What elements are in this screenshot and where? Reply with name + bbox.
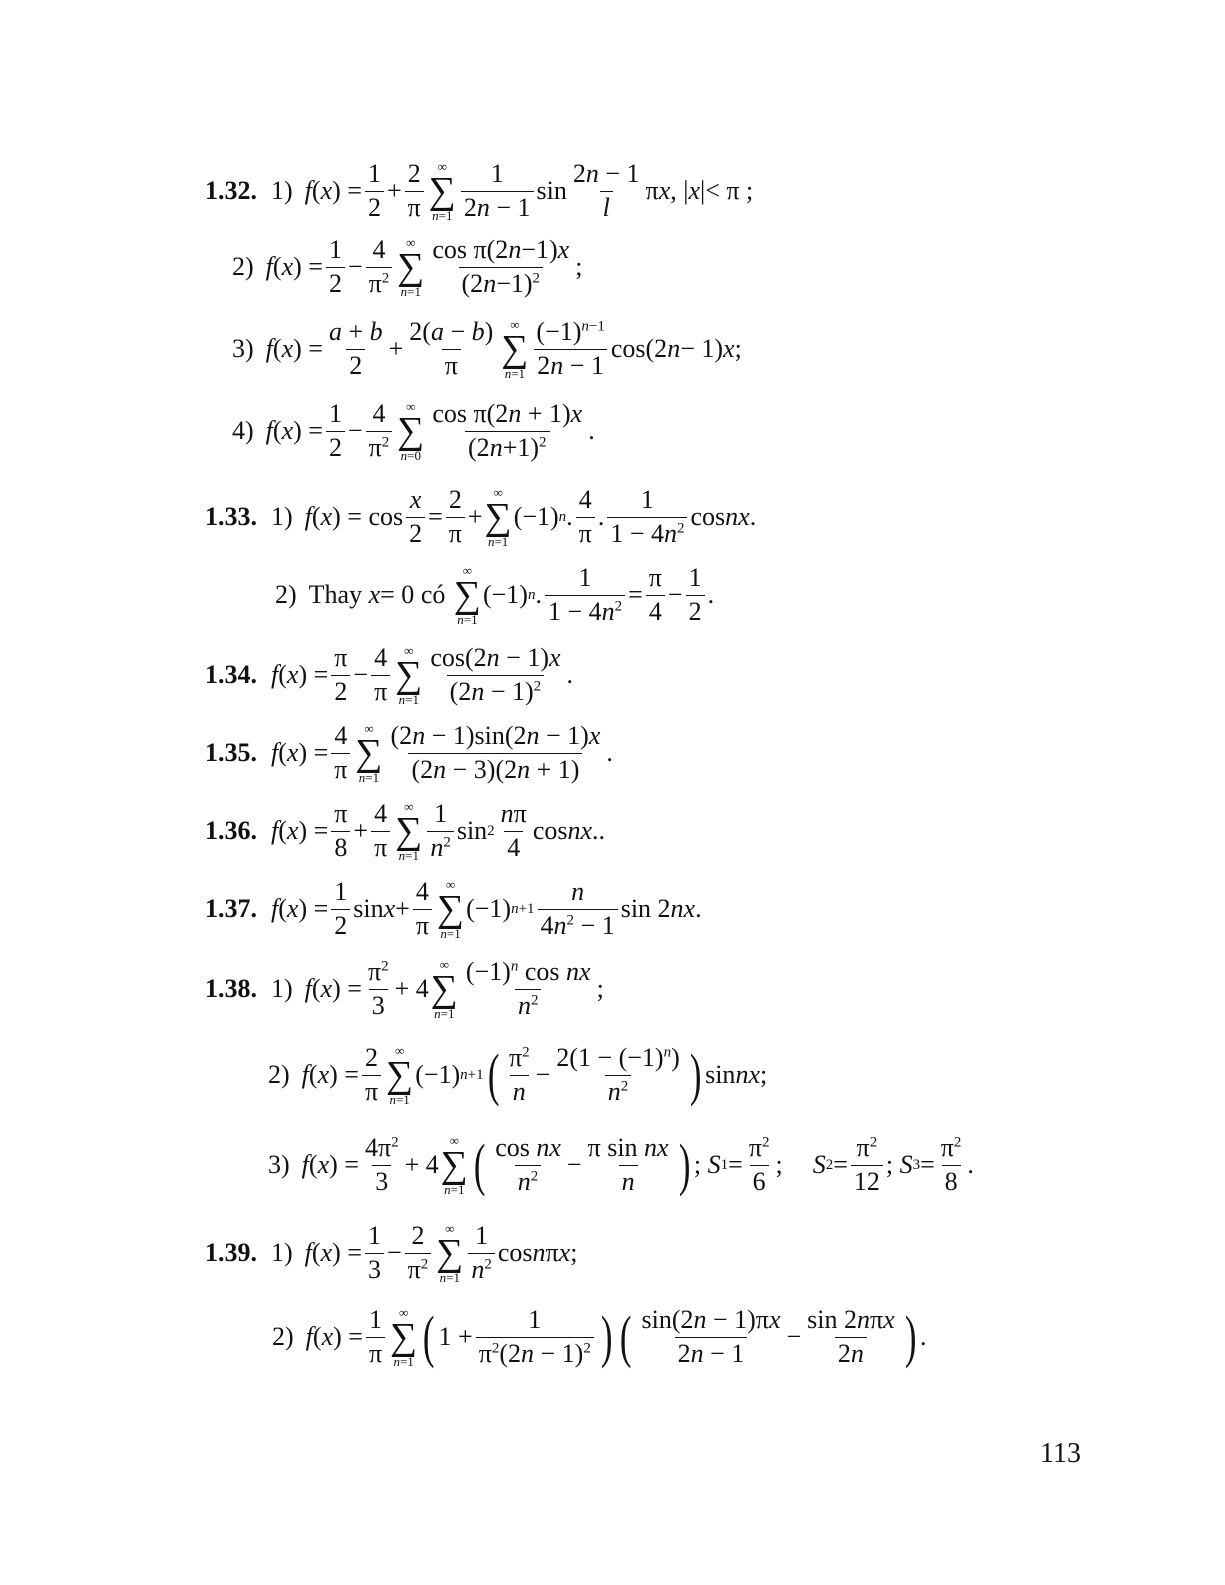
part-label: 2) xyxy=(268,1060,290,1090)
formula-1-38-3: 3) f ( x ) = $\frac{4\pi^2}{3}$ + 4 ∞ ∑ n=1 ( $\frac{\text{cos nx}}{n^2}$ − $\frac{\text{π sin nx}}{n}$ ) ; S 1 = $\frac{\pi^2}{6}$ ; S 2 = $\frac{\pi^2}{12}$ ; S 3 = $\frac{\pi^2}{8}$ . xyxy=(268,1132,974,1198)
part-label: 1) xyxy=(271,974,293,1004)
problem-number: 1.39. xyxy=(205,1238,257,1268)
problem-number: 1.38. xyxy=(205,974,257,1004)
text-thay: Thay xyxy=(308,580,363,610)
formula-1-35: 1.35. f ( x ) = $\frac{4}{\pi}$ ∞ ∑ n=1 $\frac{(2n - 1)\sin(2n - 1)x}{(2n - 3)(2n + 1)}$ . xyxy=(205,721,613,786)
part-label: 2) xyxy=(272,1322,294,1352)
part-label: 3) xyxy=(268,1150,290,1180)
formula-1-38-2: 2) f ( x ) = $\frac{2}{\pi}$ ∞ ∑ n=1 (−1) n+1 ( $\frac{\pi^2}{n}$ − $\frac{2(1 - (-1)^n)}{n^2}$ ) sin nx ; xyxy=(268,1042,768,1108)
page-number: 113 xyxy=(1040,1438,1081,1469)
part-label: 2) xyxy=(232,252,254,282)
formula-1-32-1: 1.32. 1) f ( x ) = $\frac{1}{2}$ + $\frac{2}{\pi}$ ∞ ∑ n=1 $\frac{1}{2n - 1}$ sin $\frac{2n - 1}{l}$ π x , | x |< π ; xyxy=(205,159,754,224)
formula-1-37: 1.37. f ( x ) = $\frac{1}{2}$ sin x + $\frac{4}{\pi}$ ∞ ∑ n=1 (−1) n+1 $\frac{n}{4n^2 - 1}$ sin 2 nx . xyxy=(205,877,702,942)
formula-1-33-1: 1.33. 1) f ( x ) = cos $\frac{x}{2}$ = $\frac{2}{\pi}$ + ∞ ∑ n=1 (−1) n . $\frac{4}{\pi}$ . $\frac{1}{1 - 4n^2}$ cos nx . xyxy=(205,485,757,550)
part-label: 4) xyxy=(232,416,254,446)
part-label: 1) xyxy=(271,502,293,532)
problem-number: 1.35. xyxy=(205,738,257,768)
text-co: có xyxy=(420,580,446,610)
formula-1-34: 1.34. f ( x ) = $\frac{\pi}{2}$ − $\frac{4}{\pi}$ ∞ ∑ n=1 $\frac{\cos(2n - 1)x}{(2n - 1)^2}$ . xyxy=(205,643,574,708)
part-label: 1) xyxy=(271,1238,293,1268)
formula-1-38-1: 1.38. 1) f ( x ) = $\frac{\pi^2}{3}$ + 4 ∞ ∑ n=1 $\frac{(-1)^n \cos nx}{n^2}$ ; xyxy=(205,957,604,1022)
problem-number: 1.32. xyxy=(205,176,257,206)
formula-1-39-1: 1.39. 1) f ( x ) = $\frac{1}{3}$ − $\frac{2}{\pi^2}$ ∞ ∑ n=1 $\frac{1}{n^2}$ cos n π x ; xyxy=(205,1221,578,1286)
formula-1-39-2: 2) f ( x ) = $\frac{1}{\pi}$ ∞ ∑ n=1 ( 1 + $\frac{1}{\pi^2(2n - 1)^2}$ ) ( $\frac{\sin(2n - 1)\pi x}{2n - 1}$ − $\frac{\text{sin 2nπx}}{2n}$ ) . xyxy=(272,1304,927,1370)
problem-number: 1.36. xyxy=(205,816,257,846)
formula-1-32-3: 3) f ( x ) = $\frac{a + b}{2}$ + $\frac{2(a - b)}{\pi}$ ∞ ∑ n=1 $\frac{(-1)^{n-1}}{2n - 1}$ cos(2 n − 1) x ; xyxy=(232,317,742,382)
problem-number: 1.34. xyxy=(205,660,257,690)
formula-1-32-2: 2) f ( x ) = $\frac{1}{2}$ − $\frac{4}{\pi^2}$ ∞ ∑ n=1 $\frac{\text{cos π(2n−1)x}}{(2n-1)^2}$ ; xyxy=(232,235,583,300)
problem-number: 1.37. xyxy=(205,894,257,924)
formula-1-36: 1.36. f ( x ) = $\frac{\pi}{8}$ + $\frac{4}{\pi}$ ∞ ∑ n=1 $\frac{1}{n^2}$ sin 2 $\frac{n\pi}{4}$ cos nx .. xyxy=(205,799,606,864)
formula-1-32-4: 4) f ( x ) = $\frac{1}{2}$ − $\frac{4}{\pi^2}$ ∞ ∑ n=0 $\frac{\text{cos π(2n + 1)x}}{(2n+1)^2}$ . xyxy=(232,399,595,464)
part-label: 1) xyxy=(271,176,293,206)
formula-1-33-2: 2) Thay x = 0 có ∞ ∑ n=1 (−1) n . $\frac{1}{1 - 4n^2}$ = $\frac{\pi}{4}$ − $\frac{1}{2}$ . xyxy=(275,563,715,628)
part-label: 2) xyxy=(275,580,297,610)
problem-number: 1.33. xyxy=(205,502,257,532)
part-label: 3) xyxy=(232,334,254,364)
